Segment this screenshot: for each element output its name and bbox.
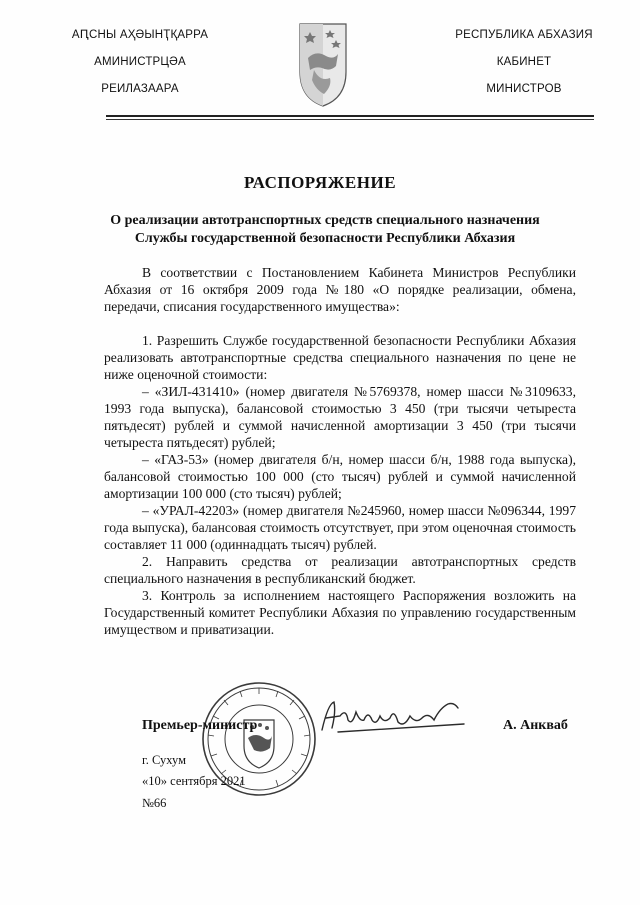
signing-place: г. Сухум bbox=[142, 753, 187, 767]
document-title: РАСПОРЯЖЕНИЕ bbox=[243, 173, 397, 192]
signatory-position: Премьер-министр bbox=[142, 718, 258, 733]
header-right-line2: КАБИНЕТ bbox=[496, 56, 552, 68]
document-subtitle bbox=[95, 212, 555, 248]
header-divider-thin bbox=[106, 119, 594, 120]
header-divider-thick bbox=[106, 115, 594, 117]
signing-date: «10» сентября 2021 bbox=[142, 774, 246, 788]
vehicle-2-paragraph: – «ГАЗ-53» (номер двигателя б/н, номер шасси б/н, 1988 года выпуска), балансовой стоимостью 100 000 (сто тысяч) рублей и суммой начисленной амортизации 100 000 (сто тысяч) рублей; bbox=[104, 452, 576, 501]
header-right-line1: РЕСПУБЛИКА АБХАЗИЯ bbox=[455, 29, 593, 41]
header-left-abkhaz bbox=[40, 28, 240, 109]
header-right-line3: МИНИСТРОВ bbox=[486, 83, 562, 95]
item-3-paragraph: 3. Контроль за исполнением настоящего Распоряжения возложить на Государственный комитет Республики Абхазия по управлению государственным имуществом и приватизации. bbox=[104, 588, 576, 637]
signatory-name: А. Анкваб bbox=[503, 718, 568, 733]
item-2-paragraph: 2. Направить средства от реализации автотранспортных средств специального назначения в республиканский бюджет. bbox=[104, 554, 576, 586]
document-body bbox=[104, 264, 576, 638]
vehicle-3-paragraph: – «УРАЛ-42203» (номер двигателя №245960, номер шасси №096344, 1997 года выпуска), балансовая стоимость отсутствует, при этом оценочная стоимость составляет 11 000 (одиннадцать тысяч) рублей. bbox=[104, 503, 576, 552]
header-left-line1: АԤСНЫ АҲӘЫНҬҚАРРА bbox=[71, 29, 209, 41]
preamble-paragraph: В соответствии с Постановлением Кабинета Министров Республики Абхазия от 16 октября 2009 года №180 «О порядке реализации, обмена, передачи, списания государственного имущества»: bbox=[104, 265, 576, 314]
state-emblem-icon bbox=[296, 20, 350, 108]
vehicle-1-paragraph: – «ЗИЛ-431410» (номер двигателя №5769378, номер шасси №3109633, 1993 года выпуска), балансовой стоимостью 3 450 (три тысячи четыреста пятьдесят) рублей и суммой начисленной амортизации 3 450 (три тысячи четыреста пятьдесят) рублей; bbox=[104, 384, 576, 450]
header-right-russian bbox=[424, 28, 624, 109]
handwritten-signature-icon bbox=[318, 698, 468, 738]
document-number: №66 bbox=[142, 796, 167, 810]
subtitle-line-1: О реализации автотранспортных средств специального назначения bbox=[110, 213, 540, 228]
header-left-line3: РЕИЛАЗААРА bbox=[101, 83, 179, 95]
header-left-line2: АМИНИСТРЦӘА bbox=[94, 56, 186, 68]
subtitle-line-2: Службы государственной безопасности Республики Абхазия bbox=[134, 231, 516, 246]
item-1-paragraph: 1. Разрешить Службе государственной безопасности Республики Абхазия реализовать автотранспортные средства специального назначения по цене не ниже оценочной стоимости: bbox=[104, 333, 576, 382]
